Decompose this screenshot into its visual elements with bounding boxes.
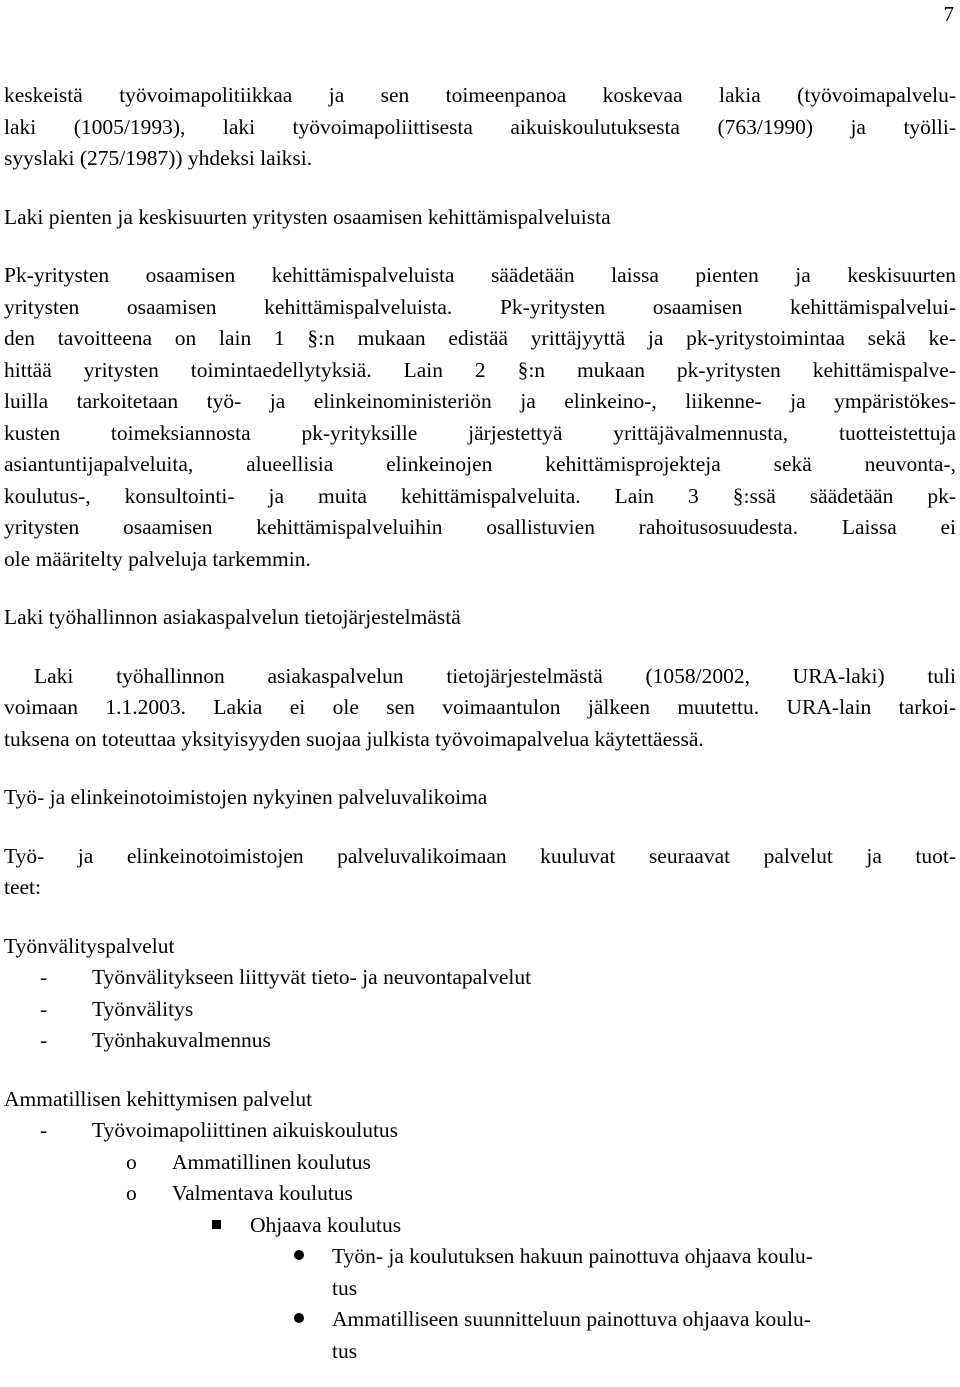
list-item-level-4: Ammatilliseen suunnitteluun painottuva ohjaava koulu- bbox=[4, 1304, 956, 1336]
circle-bullet: o bbox=[126, 1149, 137, 1174]
list-item-level-2: o Ammatillinen koulutus bbox=[4, 1147, 956, 1179]
list-item-level-3: Ohjaava koulutus bbox=[4, 1210, 956, 1242]
list-item-continuation: tus bbox=[332, 1338, 358, 1363]
text-line: yritysten osaamisen kehittämispalveluista. Pk-yritysten osaamisen kehittämispalvelui- bbox=[4, 294, 956, 319]
dash-bullet: - bbox=[40, 996, 48, 1021]
text-line: Laki työhallinnon asiakaspalvelun tietojärjestelmästä (1058/2002, URA-laki) tuli bbox=[34, 663, 956, 688]
text-line: Työ- ja elinkeinotoimistojen palveluvalikoimaan kuuluvat seuraavat palvelut ja tuot- bbox=[4, 843, 956, 868]
list-item: - Työvoimapoliittinen aikuiskoulutus bbox=[4, 1115, 956, 1147]
paragraph-intro bbox=[4, 80, 956, 175]
list-tyonvalityspalvelut bbox=[4, 962, 956, 1057]
dash-bullet: - bbox=[40, 1118, 48, 1142]
paragraph-pk-yritysten-palvelut bbox=[4, 260, 956, 575]
list-item: - Työnvälitys bbox=[4, 994, 956, 1026]
list-heading-tyonvalityspalvelut: Työnvälityspalvelut bbox=[4, 933, 175, 958]
text-line: hittää yritysten toimintaedellytyksiä. Lain 2 §:n mukaan pk-yritysten kehittämispalve- bbox=[4, 357, 956, 382]
text-line: syyslaki (275/1987)) yhdeksi laiksi. bbox=[4, 146, 313, 170]
text-line: teet: bbox=[4, 875, 42, 899]
dash-bullet: - bbox=[40, 965, 48, 989]
text-line: Pk-yritysten osaamisen kehittämispalveluista säädetään laissa pienten ja keskisuurten bbox=[4, 263, 956, 287]
list-item-continuation: tus bbox=[332, 1275, 358, 1300]
text-line: den tavoitteena on lain 1 §:n mukaan edistää yrittäjyyttä ja pk-yritystoimintaa sekä ke- bbox=[4, 326, 956, 350]
list-item: - Työnhakuvalmennus bbox=[4, 1025, 956, 1057]
text-line: voimaan 1.1.2003. Lakia ei ole sen voimaantulon jälkeen muutettu. URA-lain tarkoi- bbox=[4, 695, 956, 719]
list-heading-ammatillisen-kehittymisen-palvelut: Ammatillisen kehittymisen palvelut bbox=[4, 1086, 313, 1111]
text-line: koulutus-, konsultointi- ja muita kehittämispalveluita. Lain 3 §:ssä säädetään pk- bbox=[4, 483, 956, 508]
list-ammatillisen-kehittymisen-palvelut bbox=[4, 1115, 956, 1367]
text-line: luilla tarkoitetaan työ- ja elinkeinoministeriön ja elinkeino-, liikenne- ja ympäristökes- bbox=[4, 389, 956, 413]
text-line: laki (1005/1993), laki työvoimapoliittisesta aikuiskoulutuksesta (763/1990) ja työlli- bbox=[4, 114, 956, 139]
list-item: - Työnvälitykseen liittyvät tieto- ja neuvontapalvelut bbox=[4, 962, 956, 994]
dash-bullet: - bbox=[40, 1028, 48, 1052]
text-line: yritysten osaamisen kehittämispalveluihin osallistuvien rahoitusosuudesta. Laissa ei bbox=[4, 515, 956, 539]
square-bullet-icon bbox=[4, 1210, 250, 1242]
disc-bullet-icon bbox=[4, 1241, 332, 1273]
text-line: tuksena on toteuttaa yksityisyyden suojaa julkista työvoimapalvelua käytettäessä. bbox=[4, 726, 704, 751]
page-number: 7 bbox=[943, 2, 954, 26]
section-heading-palveluvalikoima: Työ- ja elinkeinotoimistojen nykyinen palveluvalikoima bbox=[4, 785, 488, 809]
paragraph-ura-laki bbox=[4, 661, 956, 756]
text-line: kusten toimeksiannosta pk-yrityksille järjestettyä yrittäjävalmennusta, tuotteistettuja bbox=[4, 420, 956, 445]
section-heading-ura-laki: Laki työhallinnon asiakaspalvelun tietojärjestelmästä bbox=[4, 605, 461, 629]
list-item-level-4: Työn- ja koulutuksen hakuun painottuva ohjaava koulu- bbox=[4, 1241, 956, 1273]
document-body bbox=[4, 80, 956, 1367]
section-heading-pk-yritysten-laki: Laki pienten ja keskisuurten yritysten osaamisen kehittämispalveluista bbox=[4, 204, 611, 229]
text-line: keskeistä työvoimapolitiikkaa ja sen toimeenpanoa koskevaa lakia (työvoimapalvelu- bbox=[4, 83, 956, 107]
text-line: ole määritelty palveluja tarkemmin. bbox=[4, 546, 311, 571]
circle-bullet: o bbox=[126, 1181, 137, 1205]
list-item-level-2: o Valmentava koulutus bbox=[4, 1178, 956, 1210]
paragraph-palveluvalikoima bbox=[4, 841, 956, 904]
text-line: asiantuntijapalveluita, alueellisia elinkeinojen kehittämisprojekteja sekä neuvonta-, bbox=[4, 452, 956, 476]
disc-bullet-icon bbox=[4, 1304, 332, 1336]
